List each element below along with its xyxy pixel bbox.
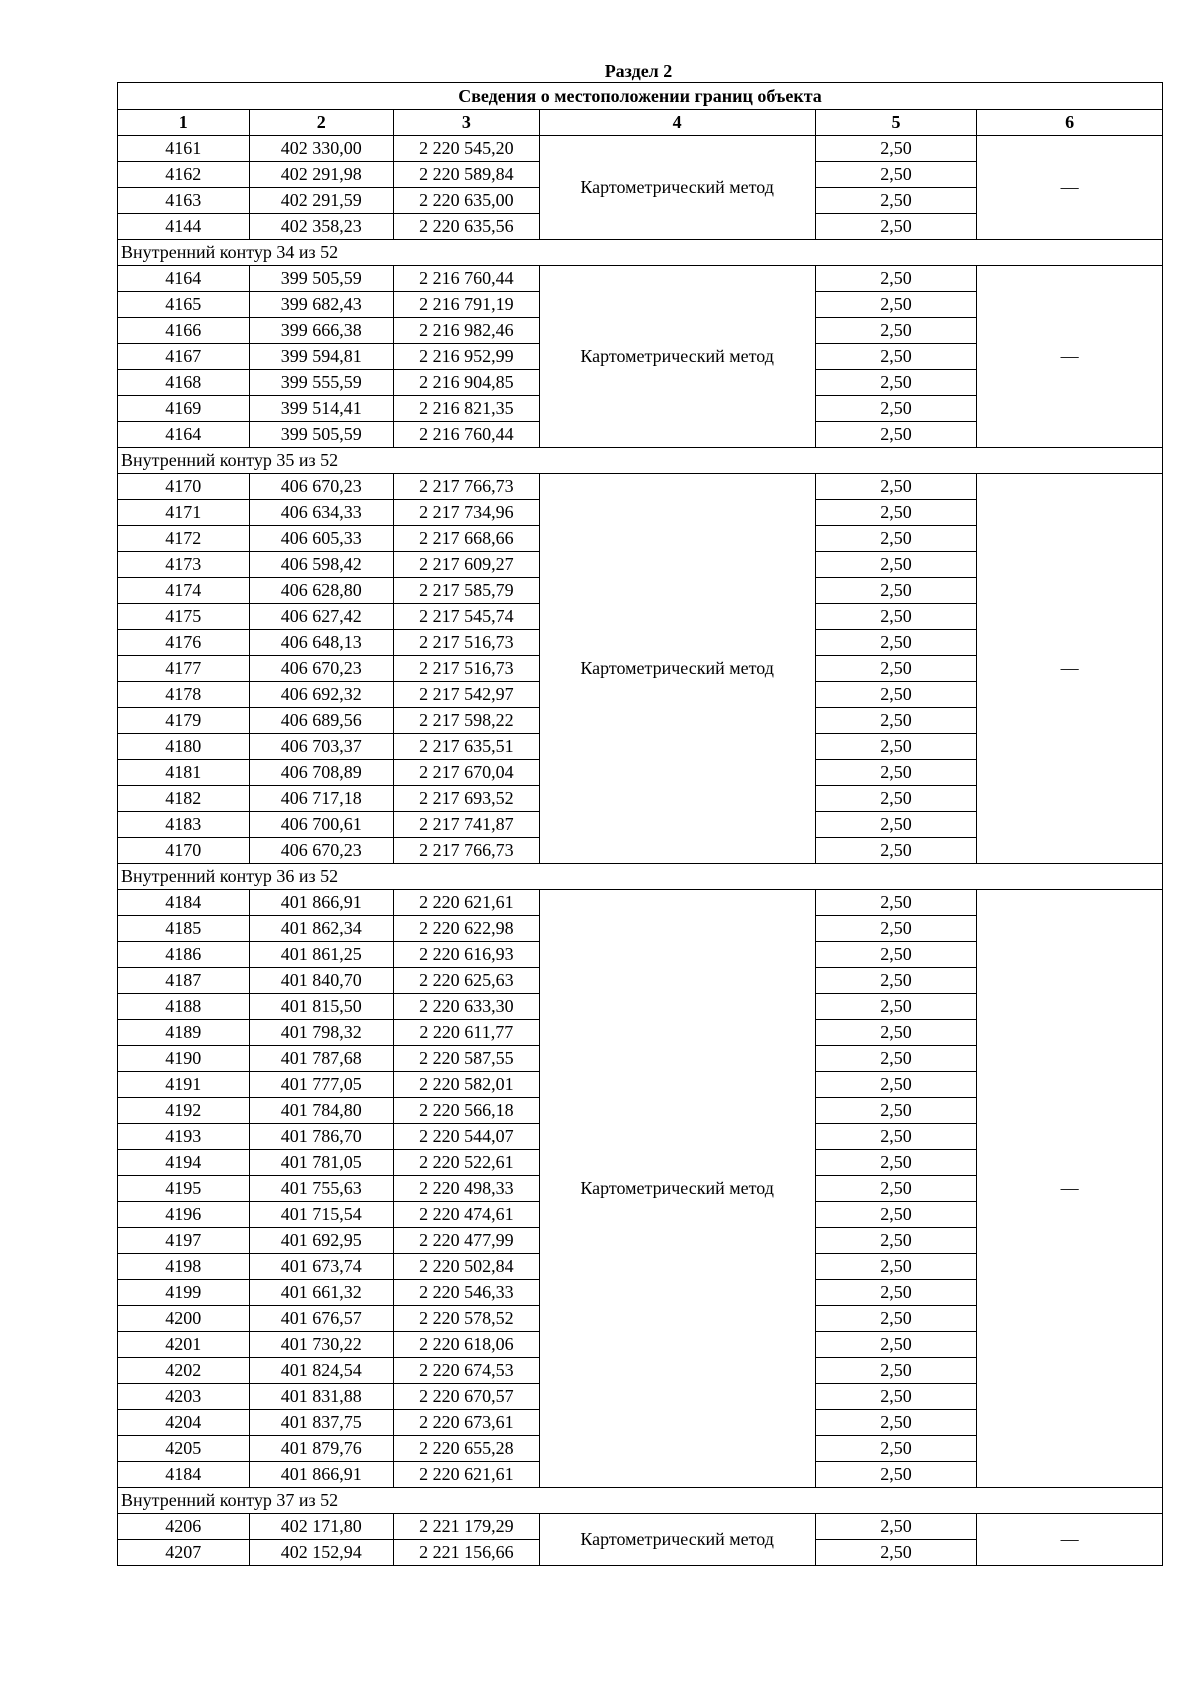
accuracy-value: 2,50 <box>815 1436 977 1462</box>
coord-y: 2 220 625,63 <box>394 968 540 994</box>
point-number: 4195 <box>118 1176 250 1202</box>
accuracy-value: 2,50 <box>815 318 977 344</box>
table-caption-row <box>118 83 1163 110</box>
accuracy-value: 2,50 <box>815 708 977 734</box>
accuracy-value: 2,50 <box>815 916 977 942</box>
accuracy-value: 2,50 <box>815 1124 977 1150</box>
accuracy-value: 2,50 <box>815 500 977 526</box>
coord-y: 2 220 670,57 <box>394 1384 540 1410</box>
contour-label: Внутренний контур 37 из 52 <box>118 1488 1163 1514</box>
accuracy-value: 2,50 <box>815 1020 977 1046</box>
accuracy-value: 2,50 <box>815 604 977 630</box>
coord-y: 2 216 904,85 <box>394 370 540 396</box>
point-number: 4197 <box>118 1228 250 1254</box>
coord-y: 2 220 587,55 <box>394 1046 540 1072</box>
coord-x: 402 291,59 <box>249 188 394 214</box>
point-number: 4192 <box>118 1098 250 1124</box>
method-cell: Картометрический метод <box>539 136 815 240</box>
point-number: 4194 <box>118 1150 250 1176</box>
coord-y: 2 217 741,87 <box>394 812 540 838</box>
coord-y: 2 217 670,04 <box>394 760 540 786</box>
coord-y: 2 217 542,97 <box>394 682 540 708</box>
column-number: 5 <box>815 110 977 136</box>
accuracy-value: 2,50 <box>815 838 977 864</box>
coord-y: 2 220 618,06 <box>394 1332 540 1358</box>
contour-row <box>118 240 1163 266</box>
method-cell: Картометрический метод <box>539 474 815 864</box>
accuracy-value: 2,50 <box>815 812 977 838</box>
coord-x: 401 755,63 <box>249 1176 394 1202</box>
note-cell: — <box>977 136 1163 240</box>
accuracy-value: 2,50 <box>815 1280 977 1306</box>
accuracy-value: 2,50 <box>815 942 977 968</box>
contour-label: Внутренний контур 35 из 52 <box>118 448 1163 474</box>
contour-label: Внутренний контур 36 из 52 <box>118 864 1163 890</box>
coord-y: 2 217 598,22 <box>394 708 540 734</box>
coord-y: 2 220 546,33 <box>394 1280 540 1306</box>
point-number: 4186 <box>118 942 250 968</box>
point-number: 4173 <box>118 552 250 578</box>
coord-y: 2 220 566,18 <box>394 1098 540 1124</box>
coord-y: 2 220 522,61 <box>394 1150 540 1176</box>
column-number: 3 <box>394 110 540 136</box>
coord-x: 401 815,50 <box>249 994 394 1020</box>
point-number: 4178 <box>118 682 250 708</box>
point-number: 4177 <box>118 656 250 682</box>
accuracy-value: 2,50 <box>815 1228 977 1254</box>
point-number: 4206 <box>118 1514 250 1540</box>
point-number: 4199 <box>118 1280 250 1306</box>
point-number: 4198 <box>118 1254 250 1280</box>
table-row <box>118 890 1163 916</box>
accuracy-value: 2,50 <box>815 266 977 292</box>
point-number: 4175 <box>118 604 250 630</box>
coord-y: 2 216 760,44 <box>394 266 540 292</box>
table-row <box>118 1514 1163 1540</box>
coord-x: 401 879,76 <box>249 1436 394 1462</box>
coord-x: 406 703,37 <box>249 734 394 760</box>
note-cell: — <box>977 474 1163 864</box>
coord-y: 2 217 668,66 <box>394 526 540 552</box>
accuracy-value: 2,50 <box>815 1072 977 1098</box>
accuracy-value: 2,50 <box>815 1332 977 1358</box>
point-number: 4201 <box>118 1332 250 1358</box>
point-number: 4179 <box>118 708 250 734</box>
coord-y: 2 217 734,96 <box>394 500 540 526</box>
coord-y: 2 216 791,19 <box>394 292 540 318</box>
coord-x: 402 152,94 <box>249 1540 394 1566</box>
table-row <box>118 136 1163 162</box>
column-number-row <box>118 110 1163 136</box>
accuracy-value: 2,50 <box>815 1202 977 1228</box>
coord-y: 2 217 693,52 <box>394 786 540 812</box>
coord-x: 401 676,57 <box>249 1306 394 1332</box>
point-number: 4181 <box>118 760 250 786</box>
coord-y: 2 216 982,46 <box>394 318 540 344</box>
accuracy-value: 2,50 <box>815 994 977 1020</box>
accuracy-value: 2,50 <box>815 968 977 994</box>
coord-x: 406 689,56 <box>249 708 394 734</box>
accuracy-value: 2,50 <box>815 1176 977 1202</box>
coord-y: 2 221 156,66 <box>394 1540 540 1566</box>
coord-x: 401 715,54 <box>249 1202 394 1228</box>
note-cell: — <box>977 266 1163 448</box>
coord-x: 401 661,32 <box>249 1280 394 1306</box>
coord-y: 2 217 585,79 <box>394 578 540 604</box>
coord-y: 2 217 545,74 <box>394 604 540 630</box>
accuracy-value: 2,50 <box>815 1462 977 1488</box>
point-number: 4182 <box>118 786 250 812</box>
coord-x: 399 666,38 <box>249 318 394 344</box>
accuracy-value: 2,50 <box>815 1046 977 1072</box>
coord-x: 401 866,91 <box>249 1462 394 1488</box>
coord-x: 399 594,81 <box>249 344 394 370</box>
coord-y: 2 217 766,73 <box>394 838 540 864</box>
coord-x: 399 505,59 <box>249 266 394 292</box>
point-number: 4196 <box>118 1202 250 1228</box>
coord-y: 2 217 609,27 <box>394 552 540 578</box>
point-number: 4176 <box>118 630 250 656</box>
coord-y: 2 220 498,33 <box>394 1176 540 1202</box>
coord-y: 2 220 633,30 <box>394 994 540 1020</box>
coord-x: 406 634,33 <box>249 500 394 526</box>
point-number: 4144 <box>118 214 250 240</box>
accuracy-value: 2,50 <box>815 370 977 396</box>
coord-x: 406 692,32 <box>249 682 394 708</box>
accuracy-value: 2,50 <box>815 578 977 604</box>
coord-y: 2 220 582,01 <box>394 1072 540 1098</box>
coord-x: 399 682,43 <box>249 292 394 318</box>
coord-x: 406 648,13 <box>249 630 394 656</box>
coord-y: 2 220 621,61 <box>394 890 540 916</box>
point-number: 4164 <box>118 266 250 292</box>
coord-x: 401 862,34 <box>249 916 394 942</box>
point-number: 4205 <box>118 1436 250 1462</box>
accuracy-value: 2,50 <box>815 1254 977 1280</box>
point-number: 4170 <box>118 474 250 500</box>
accuracy-value: 2,50 <box>815 760 977 786</box>
point-number: 4193 <box>118 1124 250 1150</box>
coord-y: 2 220 616,93 <box>394 942 540 968</box>
coord-x: 406 670,23 <box>249 838 394 864</box>
point-number: 4188 <box>118 994 250 1020</box>
table-row <box>118 266 1163 292</box>
coord-y: 2 217 635,51 <box>394 734 540 760</box>
point-number: 4184 <box>118 1462 250 1488</box>
point-number: 4165 <box>118 292 250 318</box>
coord-x: 401 861,25 <box>249 942 394 968</box>
coord-x: 401 784,80 <box>249 1098 394 1124</box>
coord-x: 401 673,74 <box>249 1254 394 1280</box>
point-number: 4167 <box>118 344 250 370</box>
coord-y: 2 220 589,84 <box>394 162 540 188</box>
coord-x: 406 605,33 <box>249 526 394 552</box>
accuracy-value: 2,50 <box>815 890 977 916</box>
point-number: 4200 <box>118 1306 250 1332</box>
point-number: 4161 <box>118 136 250 162</box>
accuracy-value: 2,50 <box>815 1098 977 1124</box>
coord-x: 399 514,41 <box>249 396 394 422</box>
coord-x: 401 824,54 <box>249 1358 394 1384</box>
column-number: 4 <box>539 110 815 136</box>
coord-x: 406 700,61 <box>249 812 394 838</box>
coord-y: 2 220 611,77 <box>394 1020 540 1046</box>
point-number: 4171 <box>118 500 250 526</box>
accuracy-value: 2,50 <box>815 786 977 812</box>
coord-y: 2 220 477,99 <box>394 1228 540 1254</box>
accuracy-value: 2,50 <box>815 162 977 188</box>
coord-x: 406 598,42 <box>249 552 394 578</box>
coord-y: 2 216 821,35 <box>394 396 540 422</box>
coord-y: 2 217 516,73 <box>394 656 540 682</box>
column-number: 2 <box>249 110 394 136</box>
method-cell: Картометрический метод <box>539 1514 815 1566</box>
accuracy-value: 2,50 <box>815 1306 977 1332</box>
coord-y: 2 220 622,98 <box>394 916 540 942</box>
accuracy-value: 2,50 <box>815 1358 977 1384</box>
coord-x: 406 628,80 <box>249 578 394 604</box>
point-number: 4163 <box>118 188 250 214</box>
table-row <box>118 474 1163 500</box>
coord-x: 402 171,80 <box>249 1514 394 1540</box>
accuracy-value: 2,50 <box>815 188 977 214</box>
point-number: 4189 <box>118 1020 250 1046</box>
coord-y: 2 220 673,61 <box>394 1410 540 1436</box>
coord-x: 406 670,23 <box>249 656 394 682</box>
coord-x: 401 781,05 <box>249 1150 394 1176</box>
point-number: 4202 <box>118 1358 250 1384</box>
coord-y: 2 220 474,61 <box>394 1202 540 1228</box>
section-title: Раздел 2 <box>604 61 673 81</box>
column-number: 1 <box>118 110 250 136</box>
coord-x: 401 730,22 <box>249 1332 394 1358</box>
point-number: 4168 <box>118 370 250 396</box>
point-number: 4187 <box>118 968 250 994</box>
accuracy-value: 2,50 <box>815 474 977 500</box>
accuracy-value: 2,50 <box>815 1384 977 1410</box>
coord-x: 401 837,75 <box>249 1410 394 1436</box>
point-number: 4207 <box>118 1540 250 1566</box>
point-number: 4162 <box>118 162 250 188</box>
coord-y: 2 220 655,28 <box>394 1436 540 1462</box>
coord-y: 2 220 578,52 <box>394 1306 540 1332</box>
point-number: 4185 <box>118 916 250 942</box>
coord-x: 401 692,95 <box>249 1228 394 1254</box>
coord-y: 2 220 674,53 <box>394 1358 540 1384</box>
column-number: 6 <box>977 110 1163 136</box>
coord-x: 401 787,68 <box>249 1046 394 1072</box>
accuracy-value: 2,50 <box>815 682 977 708</box>
point-number: 4204 <box>118 1410 250 1436</box>
method-cell: Картометрический метод <box>539 890 815 1488</box>
coord-x: 406 717,18 <box>249 786 394 812</box>
coord-x: 402 330,00 <box>249 136 394 162</box>
accuracy-value: 2,50 <box>815 734 977 760</box>
accuracy-value: 2,50 <box>815 344 977 370</box>
table-title: Сведения о местоположении границ объекта <box>118 83 1163 110</box>
method-cell: Картометрический метод <box>539 266 815 448</box>
coord-y: 2 216 760,44 <box>394 422 540 448</box>
coord-y: 2 220 635,00 <box>394 188 540 214</box>
coord-x: 406 708,89 <box>249 760 394 786</box>
coord-x: 401 798,32 <box>249 1020 394 1046</box>
coord-x: 406 627,42 <box>249 604 394 630</box>
coord-x: 399 505,59 <box>249 422 394 448</box>
coord-x: 401 831,88 <box>249 1384 394 1410</box>
point-number: 4190 <box>118 1046 250 1072</box>
coord-x: 399 555,59 <box>249 370 394 396</box>
coordinates-table <box>117 82 1163 1566</box>
point-number: 4170 <box>118 838 250 864</box>
coord-y: 2 220 635,56 <box>394 214 540 240</box>
accuracy-value: 2,50 <box>815 214 977 240</box>
note-cell: — <box>977 890 1163 1488</box>
coord-x: 401 866,91 <box>249 890 394 916</box>
accuracy-value: 2,50 <box>815 1410 977 1436</box>
coord-y: 2 220 545,20 <box>394 136 540 162</box>
point-number: 4169 <box>118 396 250 422</box>
point-number: 4174 <box>118 578 250 604</box>
coord-y: 2 220 502,84 <box>394 1254 540 1280</box>
coord-y: 2 217 516,73 <box>394 630 540 656</box>
point-number: 4164 <box>118 422 250 448</box>
accuracy-value: 2,50 <box>815 292 977 318</box>
coord-y: 2 216 952,99 <box>394 344 540 370</box>
point-number: 4184 <box>118 890 250 916</box>
accuracy-value: 2,50 <box>815 526 977 552</box>
coord-x: 401 777,05 <box>249 1072 394 1098</box>
accuracy-value: 2,50 <box>815 1150 977 1176</box>
accuracy-value: 2,50 <box>815 552 977 578</box>
accuracy-value: 2,50 <box>815 656 977 682</box>
point-number: 4191 <box>118 1072 250 1098</box>
coord-y: 2 220 544,07 <box>394 1124 540 1150</box>
accuracy-value: 2,50 <box>815 422 977 448</box>
contour-label: Внутренний контур 34 из 52 <box>118 240 1163 266</box>
point-number: 4166 <box>118 318 250 344</box>
accuracy-value: 2,50 <box>815 136 977 162</box>
coord-x: 406 670,23 <box>249 474 394 500</box>
contour-row <box>118 1488 1163 1514</box>
note-cell: — <box>977 1514 1163 1566</box>
accuracy-value: 2,50 <box>815 630 977 656</box>
coord-y: 2 220 621,61 <box>394 1462 540 1488</box>
coord-x: 401 840,70 <box>249 968 394 994</box>
point-number: 4183 <box>118 812 250 838</box>
coord-y: 2 217 766,73 <box>394 474 540 500</box>
point-number: 4172 <box>118 526 250 552</box>
point-number: 4180 <box>118 734 250 760</box>
contour-row <box>118 448 1163 474</box>
coord-x: 401 786,70 <box>249 1124 394 1150</box>
accuracy-value: 2,50 <box>815 396 977 422</box>
coord-y: 2 221 179,29 <box>394 1514 540 1540</box>
accuracy-value: 2,50 <box>815 1540 977 1566</box>
coord-x: 402 291,98 <box>249 162 394 188</box>
coord-x: 402 358,23 <box>249 214 394 240</box>
point-number: 4203 <box>118 1384 250 1410</box>
accuracy-value: 2,50 <box>815 1514 977 1540</box>
contour-row <box>118 864 1163 890</box>
